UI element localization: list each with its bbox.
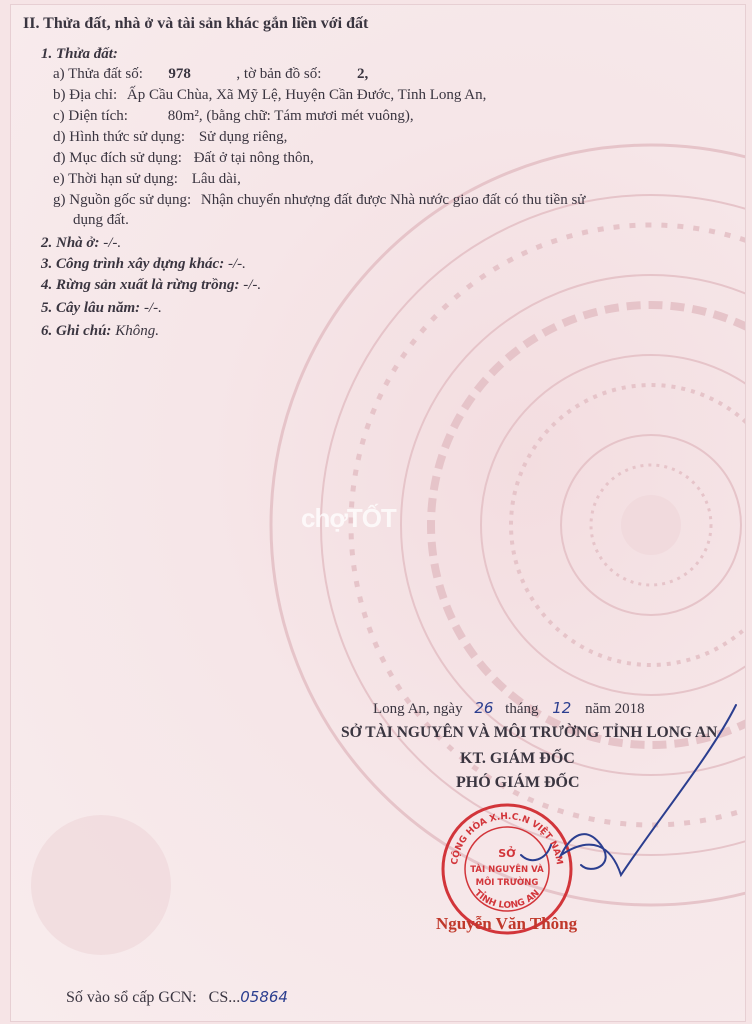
item5-label: 5. Cây lâu năm: bbox=[41, 300, 141, 316]
item6 bbox=[41, 322, 159, 340]
item2-value: -/-. bbox=[103, 235, 122, 251]
role-deputy: PHÓ GIÁM ĐỐC bbox=[456, 774, 580, 791]
d1-value: Sử dụng riêng, bbox=[198, 129, 288, 145]
b-label: b) Địa chỉ: bbox=[53, 87, 118, 103]
item6-value: Không. bbox=[115, 323, 159, 339]
item2 bbox=[41, 234, 121, 252]
item1-g bbox=[53, 191, 585, 209]
year-label: năm 2018 bbox=[585, 701, 645, 717]
registry-number bbox=[66, 988, 288, 1007]
a-map-value: 2, bbox=[356, 66, 369, 82]
item6-label: 6. Ghi chú: bbox=[41, 323, 112, 339]
item3-label: 3. Công trình xây dựng khác: bbox=[41, 256, 225, 272]
a-label: a) Thửa đất số: bbox=[53, 66, 143, 82]
item1-heading: 1. Thửa đất: bbox=[41, 46, 118, 62]
item3 bbox=[41, 255, 246, 273]
place-date-prefix: Long An, ngày bbox=[373, 701, 463, 717]
month-label: tháng bbox=[505, 701, 539, 717]
registry-value: 05864 bbox=[240, 988, 288, 1006]
seal-center-2: TÀI NGUYÊN VÀ bbox=[470, 865, 544, 875]
item2-label: 2. Nhà ở: bbox=[41, 235, 100, 251]
c-label: c) Diện tích: bbox=[53, 108, 128, 124]
date-day: 26 bbox=[474, 699, 494, 717]
g-label: g) Nguồn gốc sử dụng: bbox=[53, 192, 192, 208]
date-month: 12 bbox=[552, 699, 572, 717]
item1-a bbox=[53, 65, 368, 83]
signer-name: Nguyễn Văn Thông bbox=[436, 914, 578, 933]
c-value: 80m², (bằng chữ: Tám mươi mét vuông), bbox=[167, 108, 414, 124]
role-kt: KT. GIÁM ĐỐC bbox=[460, 750, 575, 767]
seal-ring-text: CỘNG HÒA X.H.C.N VIỆT NAM bbox=[450, 811, 564, 866]
item1-b bbox=[53, 86, 486, 104]
registry-label: Số vào sổ cấp GCN: bbox=[66, 989, 197, 1006]
seal-center-3: MÔI TRƯỜNG bbox=[475, 878, 539, 888]
seal-bottom-text: TỈNH LONG AN bbox=[472, 888, 542, 911]
item4 bbox=[41, 276, 261, 294]
seal-center-1: SỞ bbox=[498, 847, 516, 860]
item1-d1 bbox=[53, 128, 287, 146]
item4-label: 4. Rừng sản xuất là rừng trồng: bbox=[41, 277, 240, 293]
item3-value: -/-. bbox=[227, 256, 246, 272]
d1-label: d) Hình thức sử dụng: bbox=[53, 129, 186, 145]
registry-prefix: CS... bbox=[208, 989, 241, 1006]
handwritten-signature bbox=[491, 695, 741, 895]
d2-label: đ) Mục đích sử dụng: bbox=[53, 150, 182, 166]
item1-e bbox=[53, 170, 241, 188]
e-label: e) Thời hạn sử dụng: bbox=[53, 171, 178, 187]
item4-value: -/-. bbox=[243, 277, 262, 293]
certificate-page bbox=[10, 4, 746, 1022]
g-value-line1: Nhận chuyển nhượng đất được Nhà nước giao đất có thu tiền sử bbox=[200, 192, 586, 208]
item5 bbox=[41, 299, 162, 317]
item5-value: -/-. bbox=[143, 300, 162, 316]
e-value: Lâu dài, bbox=[191, 171, 241, 187]
item1-c bbox=[53, 107, 414, 125]
a-map-label: , tờ bản đồ số: bbox=[236, 66, 322, 82]
watermark-logo: chợTỐT bbox=[301, 503, 396, 533]
d2-value: Đất ở tại nông thôn, bbox=[193, 150, 314, 166]
item1-d2 bbox=[53, 149, 314, 167]
agency-name: SỞ TÀI NGUYÊN VÀ MÔI TRƯỜNG TỈNH LONG AN bbox=[341, 724, 718, 741]
a-value: 978 bbox=[168, 66, 191, 82]
g-value-line2: dụng đất. bbox=[73, 212, 129, 228]
b-value: Ấp Cầu Chùa, Xã Mỹ Lệ, Huyện Cần Đước, Tỉnh Long An, bbox=[126, 87, 487, 103]
section-title: II. Thửa đất, nhà ở và tài sản khác gắn liền với đất bbox=[23, 15, 369, 32]
